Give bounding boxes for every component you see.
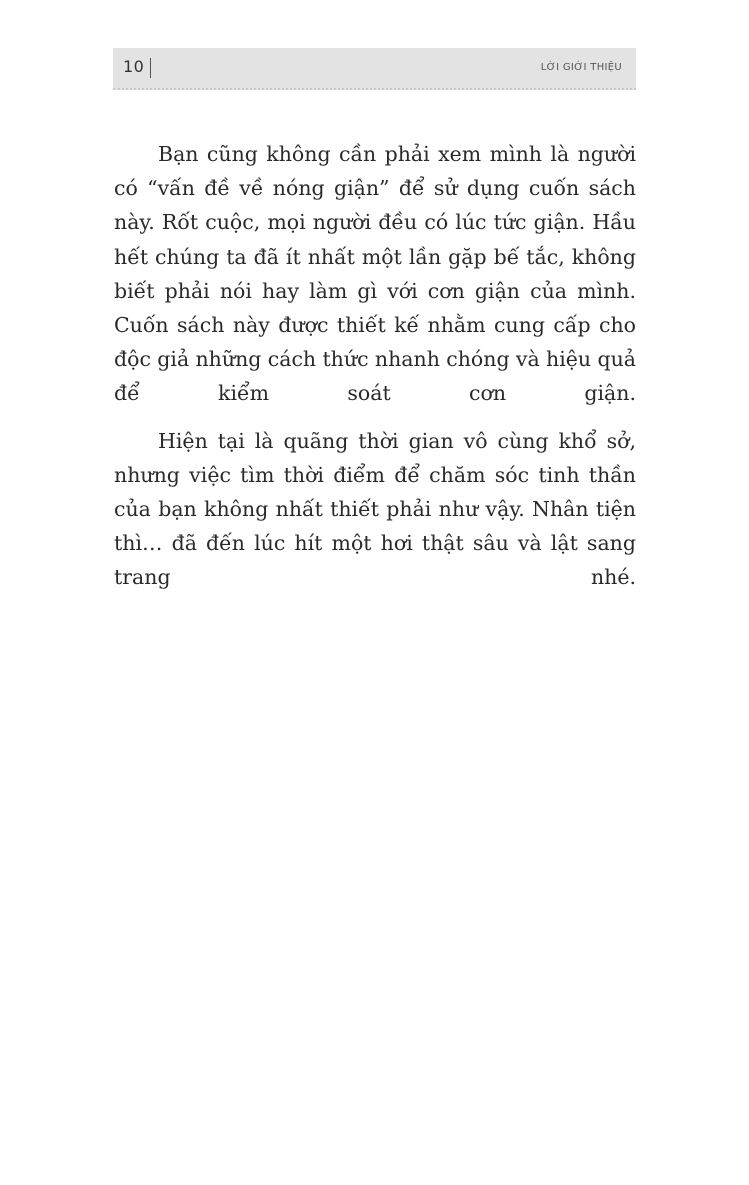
header-divider bbox=[150, 58, 151, 78]
body-text bbox=[114, 137, 636, 608]
running-title: LỜI GIỚI THIỆU bbox=[540, 62, 622, 73]
paragraph-1: Bạn cũng không cần phải xem mình là người có “vấn đề về nóng giận” để sử dụng cuốn sách này. Rốt cuộc, mọi người đều có lúc tức giận. Hầu hết chúng ta đã ít nhất một lần gặp bế tắc, không biết phải nói hay làm gì với cơn giận của mình. Cuốn sách này được thiết kế nhằm cung cấp cho độc giả những cách thức nhanh chóng và hiệu quả để kiểm soát cơn giận. bbox=[114, 142, 636, 406]
page-header bbox=[113, 48, 636, 90]
page-number: 10 bbox=[123, 57, 145, 76]
paragraph-2: Hiện tại là quãng thời gian vô cùng khổ sở, nhưng việc tìm thời điểm để chăm sóc tinh thần của bạn không nhất thiết phải như vậy. Nhân tiện thì… đã đến lúc hít một hơi thật sâu và lật sang trang nhé. bbox=[114, 428, 636, 590]
